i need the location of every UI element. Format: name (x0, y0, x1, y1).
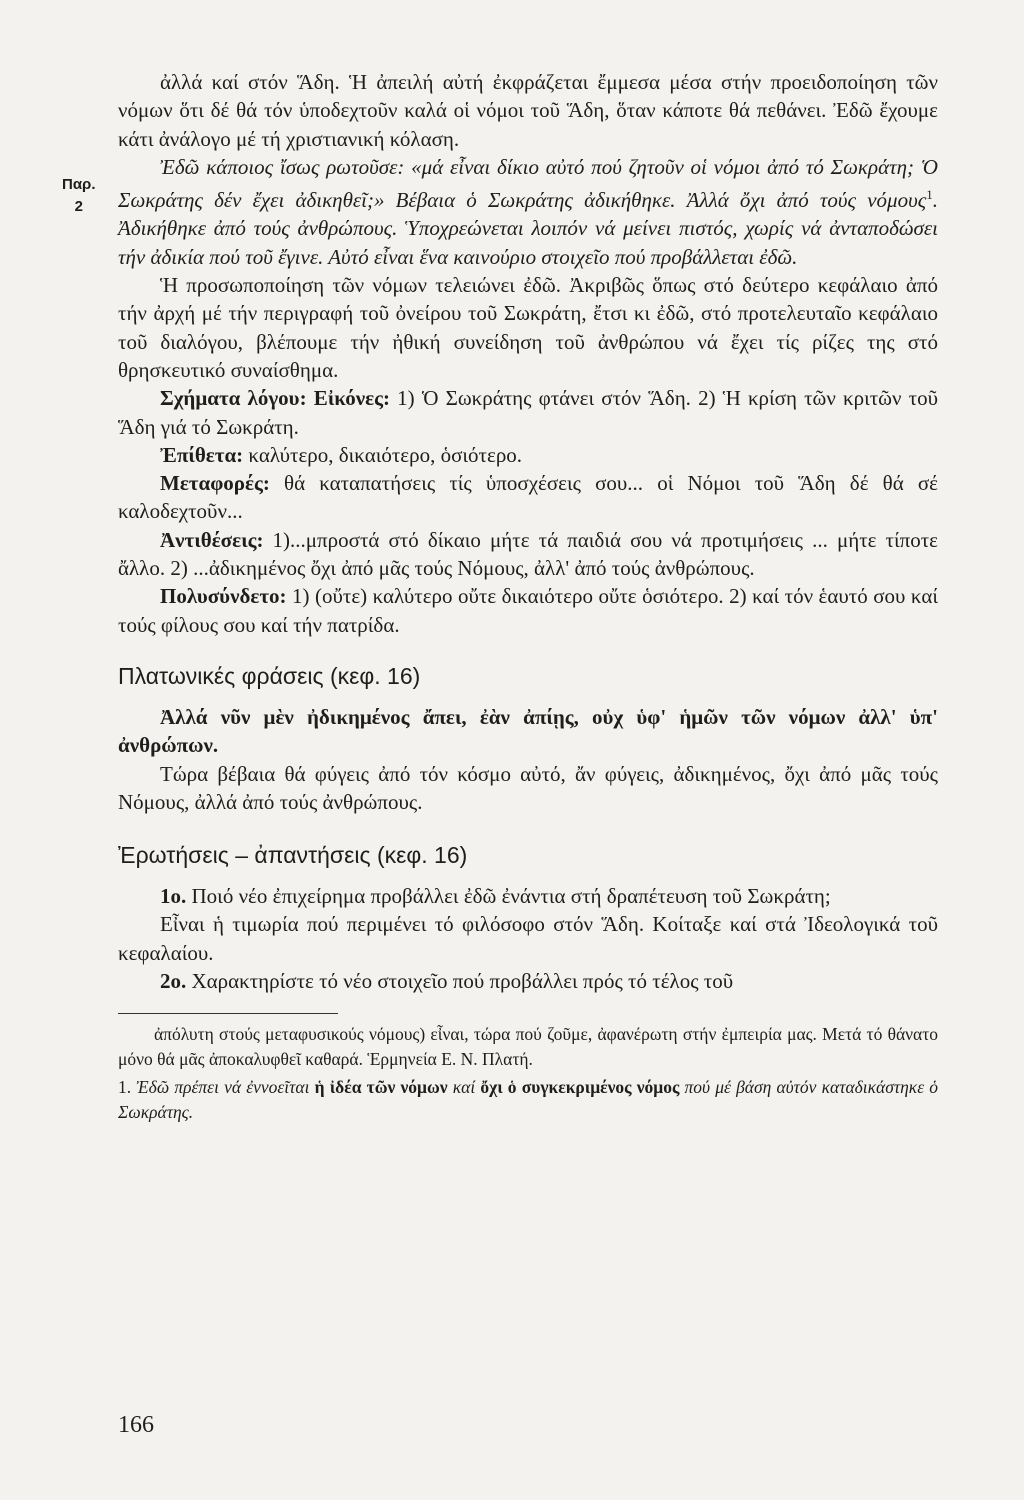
paragraph-1: ἀλλά καί στόν Ἅδη. Ἡ ἀπειλή αὐτή ἐκφράζεται ἔμμεσα μέσα στήν προειδοποίηση τῶν νόμων ὅτι δέ θά τόν ὑποδεχτοῦν καλά οἱ νόμοι τοῦ Ἅδη, ὅταν κάποτε θά πεθάνει. Ἐδῶ ἔχουμε κάτι ἀνάλογο μέ τή χριστιανική κόλαση. (118, 70, 938, 151)
schemata-label: Σχήματα λόγου: Εἰκόνες: (160, 386, 391, 411)
figure-polysyndeto (118, 582, 938, 639)
antitheseis-label: Ἀντιθέσεις: (160, 527, 264, 552)
epitheta-label: Ἐπίθετα: (160, 442, 244, 467)
epitheta-text: καλύτερο, δικαιότερο, ὁσιότερο. (243, 442, 523, 467)
paragraph-marker-number: 2 (74, 198, 83, 215)
footnote-divider (118, 1013, 338, 1014)
polysyndeto-text: 1) (οὔτε) καλύτερο οὔτε δικαιότερο οὔτε ὁσιότερο. 2) καί τόν ἑαυτό σου καί τούς φίλους σου καί τήν πατρίδα. (118, 584, 938, 637)
footnote-1-number: 1. (118, 1077, 132, 1098)
footnote-1 (118, 1075, 938, 1124)
footnote-1-text-b: ἡ ἰδέα τῶν νόμων (314, 1077, 448, 1098)
footnote-1-text-d: ὄχι ὁ συγκεκριμένος νόμος (480, 1077, 680, 1098)
footnote-1-text-c: καί (447, 1077, 481, 1098)
footnote-1-text-a: Ἐδῶ πρέπει νά ἐννοεῖται (131, 1077, 315, 1098)
paragraph-2 (118, 153, 938, 271)
question-1-text: Ποιό νέο ἐπιχείρημα προβάλλει ἐδῶ ἐνάντια στή δραπέτευση τοῦ Σωκράτη; (186, 884, 831, 909)
paragraph-marker-label: Παρ. (62, 176, 96, 193)
figure-antitheseis (118, 526, 938, 583)
metafores-label: Μεταφορές: (160, 471, 270, 496)
greek-phrase-translation: Τώρα βέβαια θά φύγεις ἀπό τόν κόσμο αὐτό, ἄν φύγεις, ἀδικημένος, ὄχι ἀπό μᾶς τούς Νόμους, ἀλλά ἀπό τούς ἀνθρώπους. (118, 761, 938, 814)
question-2-number: 2ο. (160, 969, 187, 994)
footnote-ref-1: 1 (926, 187, 933, 203)
question-2-text: Χαρακτηρίστε τό νέο στοιχεῖο πού προβάλλει πρός τό τέλος τοῦ (186, 969, 734, 994)
question-1-number: 1ο. (160, 884, 187, 909)
page-body (118, 68, 938, 1124)
section-heading-phrases: Πλατωνικές φράσεις (κεφ. 16) (118, 662, 421, 689)
footnote-continuation: ἀπόλυτη στούς μεταφυσικούς νόμους) εἶναι, τώρα πού ζοῦμε, ἀφανέρωτη στήν ἐμπειρία μας. Μετά τό θάνατο μόνο θά μᾶς ἀποκαλυφθεῖ καθαρά. Ἑρμηνεία Ε. Ν. Πλατή. (118, 1024, 938, 1069)
polysyndeto-label: Πολυσύνδετο: (160, 584, 287, 609)
figure-metafores (118, 469, 938, 526)
answer-1: Εἶναι ἡ τιμωρία πού περιμένει τό φιλόσοφο στόν Ἅδη. Κοίταξε καί στά Ἰδεολογικά τοῦ κεφαλαίου. (118, 912, 938, 965)
figure-schemata (118, 384, 938, 441)
footnote-1-text-e: πού μέ βάση αὐτόν καταδικάστηκε ὁ Σωκράτης. (118, 1077, 939, 1122)
metafores-text: θά καταπατήσεις τίς ὑποσχέσεις σου... οἱ Νόμοι τοῦ Ἅδη δέ θά σέ καλοδεχτοῦν... (118, 471, 938, 524)
question-2 (118, 967, 938, 995)
paragraph-2-text-b: . Ἀδικήθηκε ἀπό τούς ἀνθρώπους. Ὑποχρεώνεται λοιπόν νά μείνει πιστός, χωρίς νά ἀνταποδώσει τήν ἀδικία πού τοῦ ἔγινε. Αὐτό εἶναι ἕνα καινούριο στοιχεῖο πού προβάλλεται ἐδῶ. (118, 188, 938, 269)
greek-phrase: Ἀλλά νῦν μὲν ἠδικημένος ἄπει, ἐὰν ἀπίῃς, οὐχ ὑφ' ἡμῶν τῶν νόμων ἀλλ' ὑπ' ἀνθρώπων. (118, 704, 938, 758)
question-1 (118, 882, 938, 910)
paragraph-2-text: Ἐδῶ κάποιος ἴσως ρωτοῦσε: «μά εἶναι δίκιο αὐτό πού ζητοῦν οἱ νόμοι ἀπό τό Σωκράτη; Ὁ Σωκράτης δέν ἔχει ἀδικηθεῖ;» Βέβαια ὁ Σωκράτης ἀδικήθηκε. Ἀλλά ὄχι ἀπό τούς νόμους (118, 154, 938, 213)
page-number: 166 (118, 1412, 154, 1438)
paragraph-3: Ἡ προσωποποίηση τῶν νόμων τελειώνει ἐδῶ. Ἀκριβῶς ὅπως στό δεύτερο κεφάλαιο ἀπό τήν ἀρχή μέ τήν περιγραφή τοῦ ὀνείρου τοῦ Σωκράτη, ἔτσι κι ἐδῶ, στό προτελευταῖο κεφάλαιο τοῦ διαλόγου, βλέπουμε τήν ἠθική συνείδηση τοῦ ἀνθρώπου νά ἔχει τίς ρίζες της στό θρησκευτικό συναίσθημα. (118, 273, 938, 382)
figure-epitheta (118, 441, 938, 469)
paragraph-marker (62, 174, 96, 218)
antitheseis-text: 1)...μπροστά στό δίκαιο μήτε τά παιδιά σου νά προτιμήσεις ... μήτε τίποτε ἄλλο. 2) ...ἀδικημένος ὄχι ἀπό μᾶς τούς Νόμους, ἀλλ' ἀπό τούς ἀνθρώπους. (118, 527, 938, 581)
schemata-text: 1) Ὁ Σωκράτης φτάνει στόν Ἅδη. 2) Ἡ κρίση τῶν κριτῶν τοῦ Ἅδη γιά τό Σωκράτη. (118, 386, 938, 439)
section-heading-questions: Ἐρωτήσεις – ἀπαντήσεις (κεφ. 16) (118, 842, 468, 869)
